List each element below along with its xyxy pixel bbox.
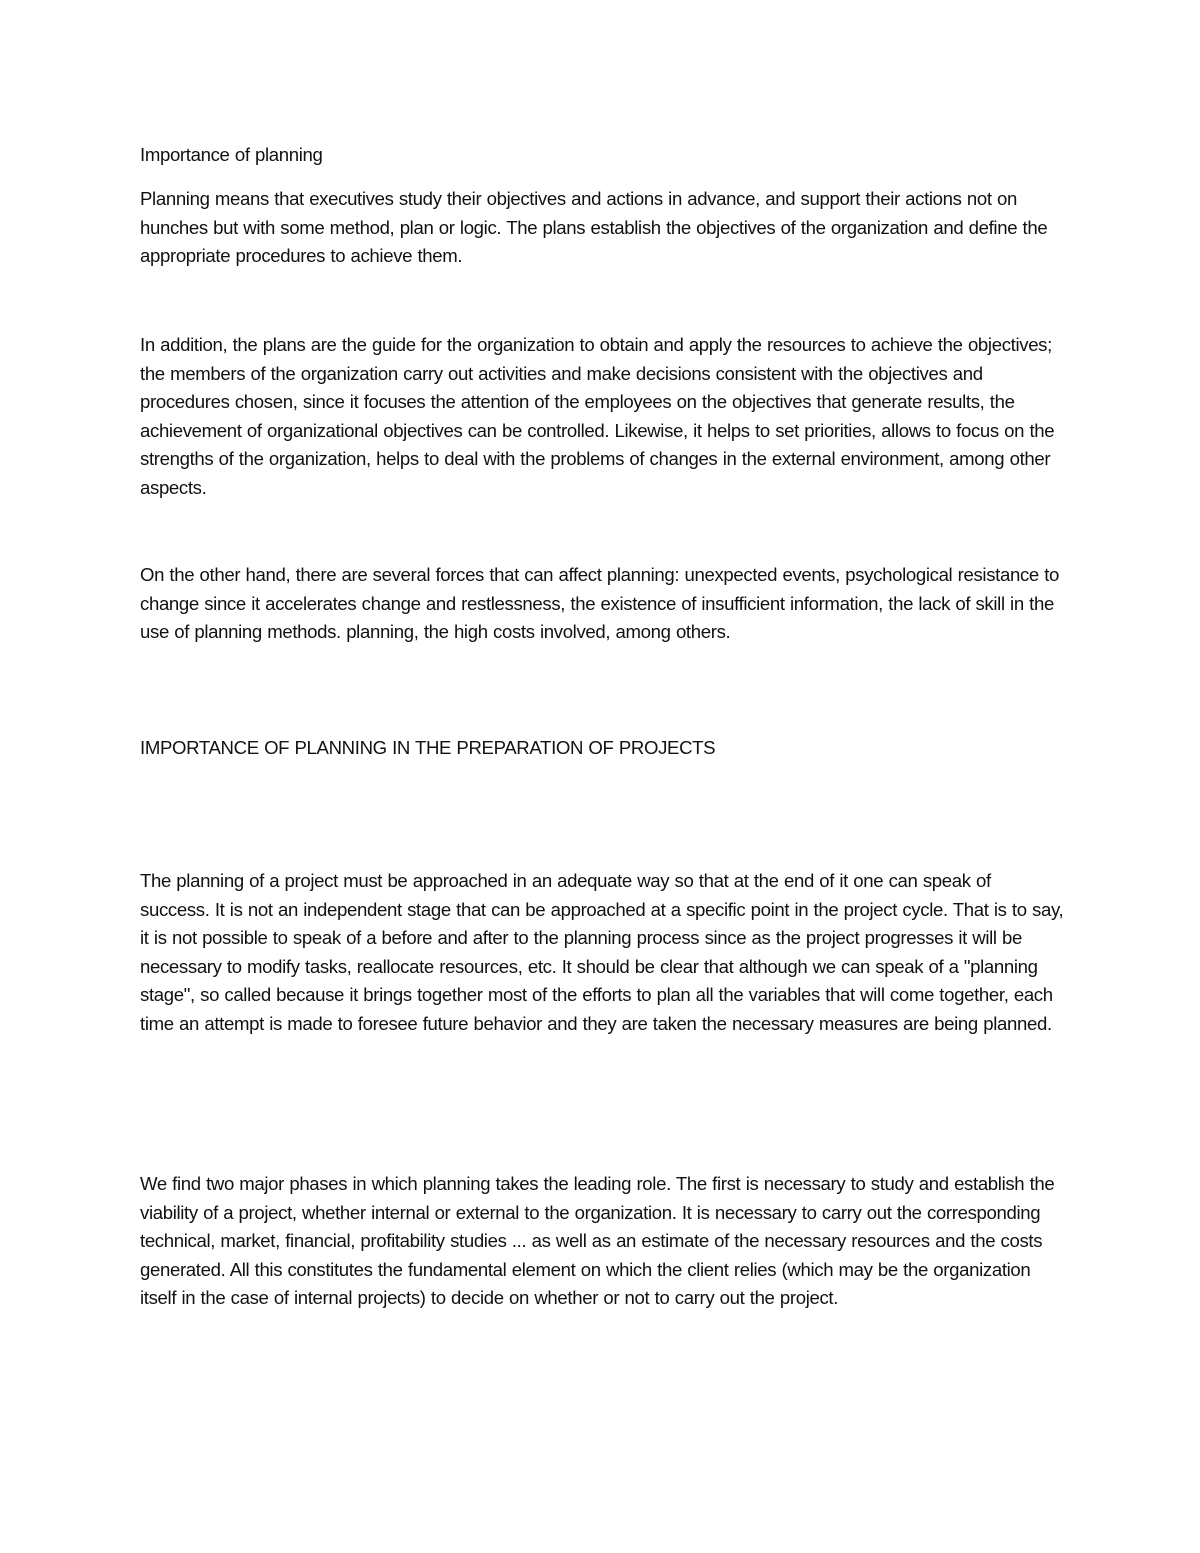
paragraph-two-major-phases: We find two major phases in which planning takes the leading role. The first is necessary to study and establish the viability of a project, whether internal or external to the organization. It is necessary to carry out the corresponding technical, market, financial, profitability studies ... as well as an estimate of the necessary resources and the costs generated. All this constitutes the fundamental element on which the client relies (which may be the organization itself in the case of internal projects) to decide on whether or not to carry out the project. [140, 1173, 1055, 1309]
heading-planning-in-projects: IMPORTANCE OF PLANNING IN THE PREPARATION OF PROJECTS [140, 737, 716, 758]
paragraph-plans-guide: In addition, the plans are the guide for the organization to obtain and apply the resources to achieve the objectives; the members of the organization carry out activities and make decisions consistent with the objectives and procedures chosen, since it focuses the attention of the employees on the objectives that generate results, the achievement of organizational objectives can be controlled. Likewise, it helps to set priorities, allows to focus on the strengths of the organization, helps to deal with the problems of changes in the external environment, among other aspects. [140, 334, 1055, 498]
paragraph-planning-definition: Planning means that executives study their objectives and actions in advance, and support their actions not on hunches but with some method, plan or logic. The plans establish the objectives of the organization and define the appropriate procedures to achieve them. [140, 188, 1048, 267]
paragraph-forces-affecting-planning: On the other hand, there are several forces that can affect planning: unexpected events, psychological resistance to change since it accelerates change and restlessness, the existence of insufficient information, the lack of skill in the use of planning methods. planning, the high costs involved, among others. [140, 564, 1060, 643]
paragraph-project-planning: The planning of a project must be approached in an adequate way so that at the end of it one can speak of success. It is not an independent stage that can be approached at a specific point in the project cycle. That is to say, it is not possible to speak of a before and after to the planning process since as the project progresses it will be necessary to modify tasks, reallocate resources, etc. It should be clear that although we can speak of a "planning stage", so called because it brings together most of the efforts to plan all the variables that will come together, each time an attempt is made to foresee future behavior and they are taken the necessary measures are being planned. [140, 870, 1064, 1034]
heading-importance-of-planning: Importance of planning [140, 144, 323, 165]
